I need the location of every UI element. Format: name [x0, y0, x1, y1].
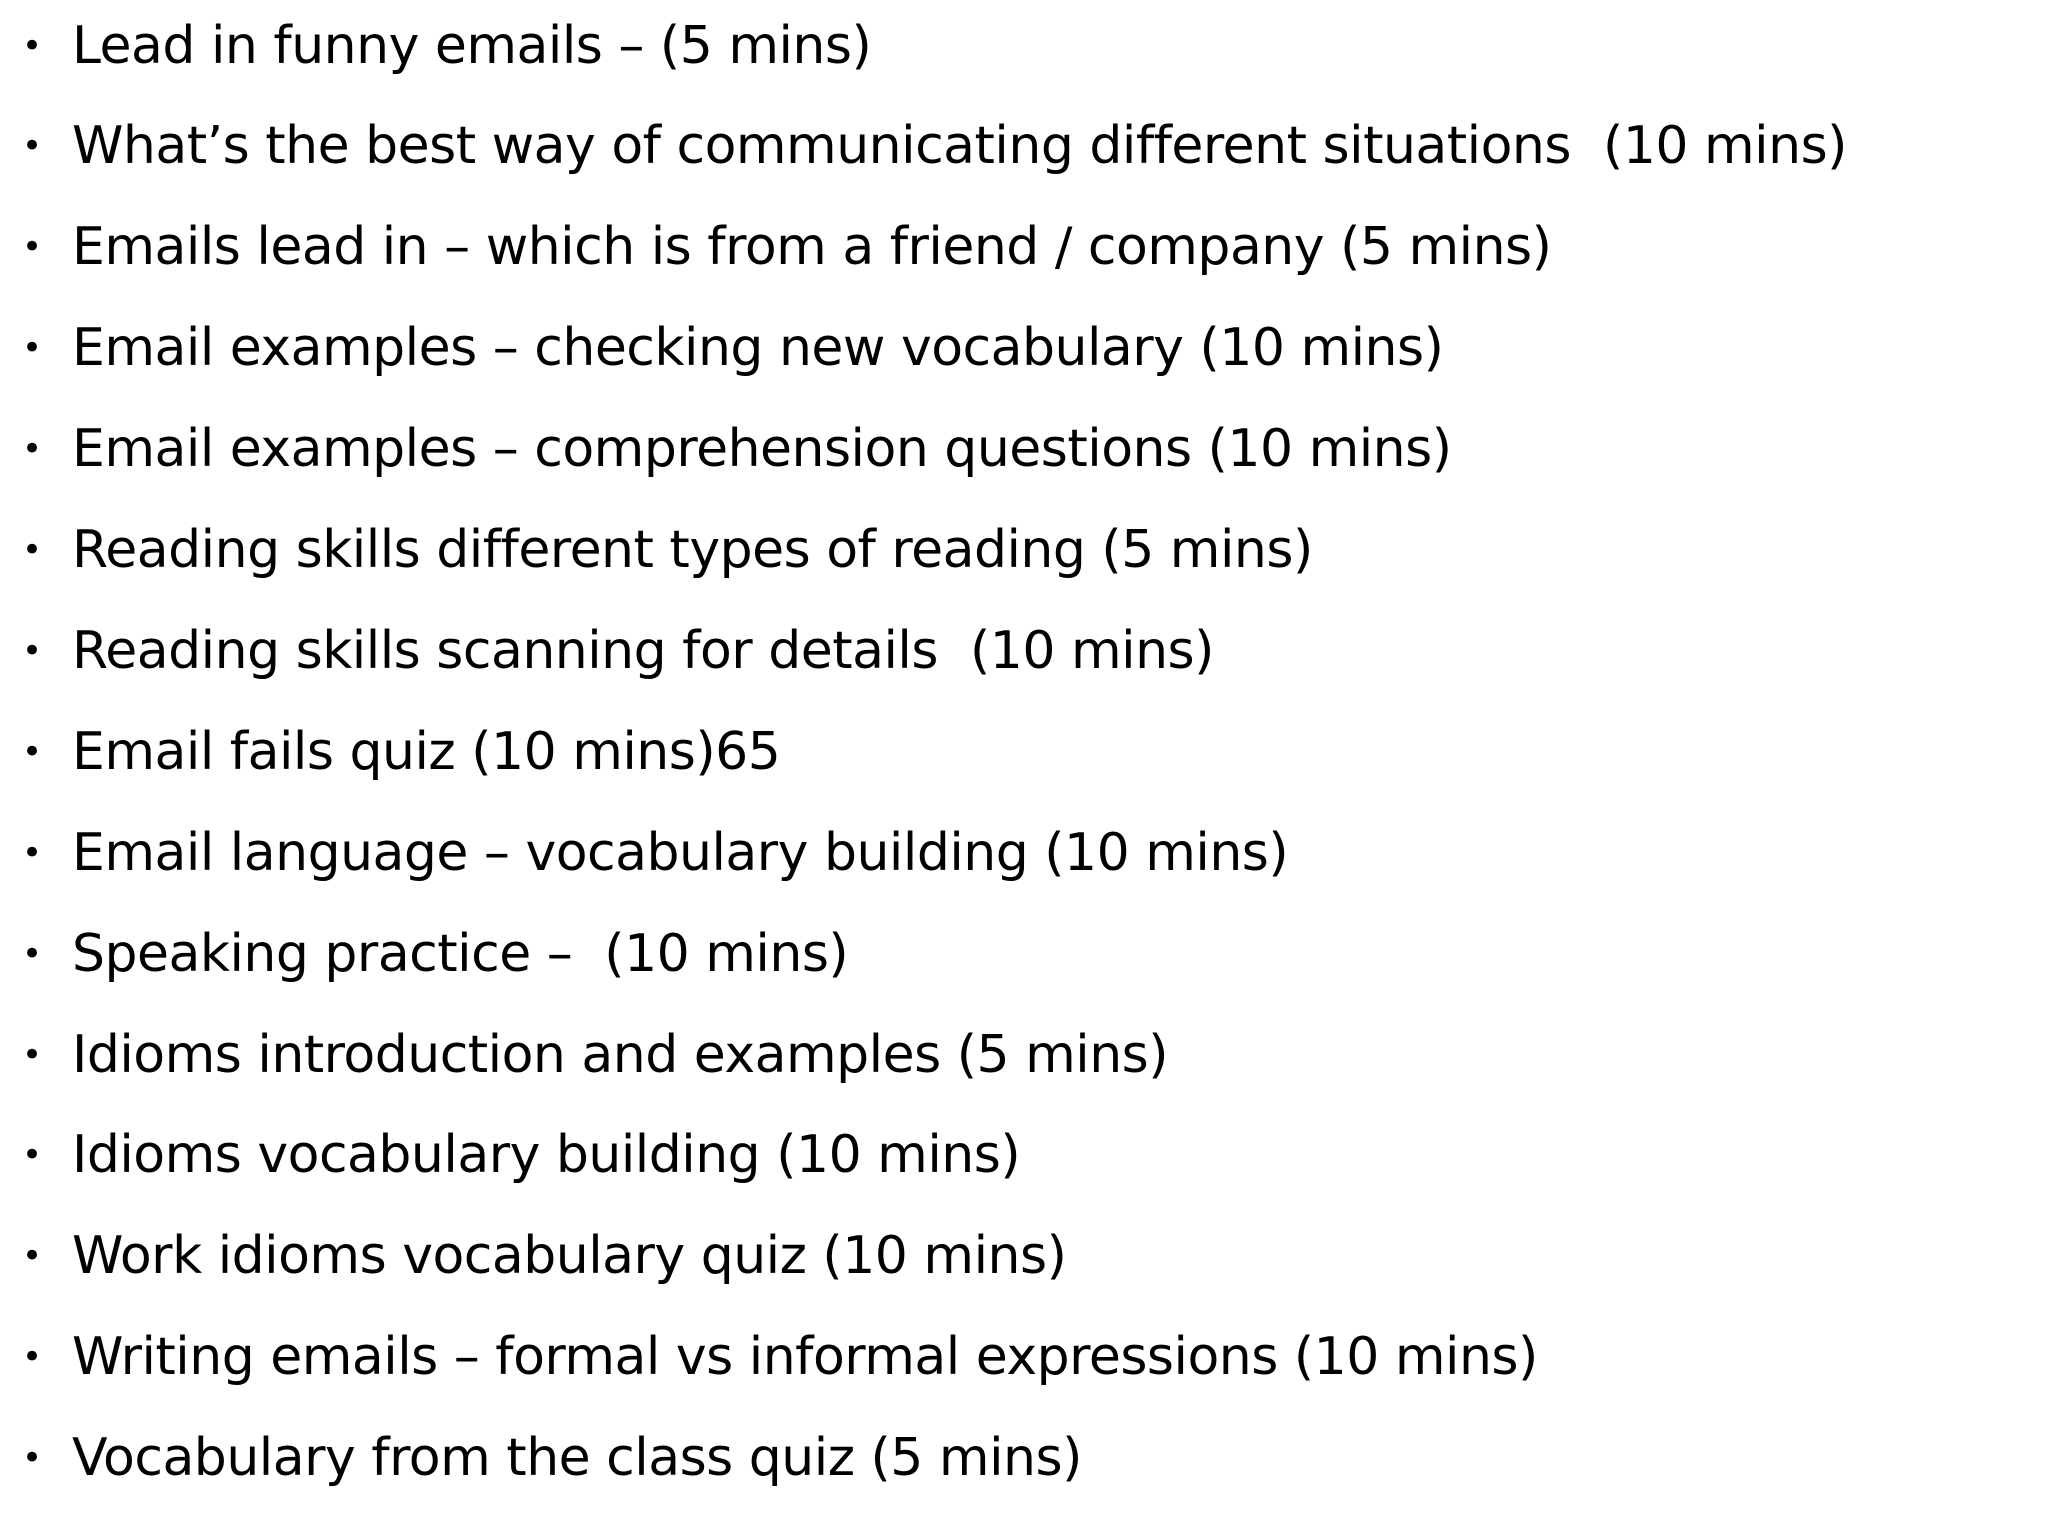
list-item-text: Work idioms vocabulary quiz (10 mins): [72, 1226, 1067, 1286]
list-item: [0, 0, 2048, 96]
bullet-icon: •: [22, 732, 43, 772]
bullet-icon: •: [22, 934, 43, 974]
bullet-icon: •: [22, 1035, 43, 1075]
list-item-text: Idioms vocabulary building (10 mins): [72, 1125, 1021, 1185]
list-item: [0, 601, 2048, 701]
bullet-icon: •: [22, 328, 43, 368]
bullet-icon: •: [22, 631, 43, 671]
list-item: [0, 1307, 2048, 1407]
list-item: [0, 702, 2048, 802]
list-item: [0, 298, 2048, 398]
list-item: [0, 399, 2048, 499]
list-item-text: Reading skills scanning for details (10 mins): [72, 621, 1214, 681]
list-item-text: Email language – vocabulary building (10 mins): [72, 823, 1289, 883]
list-item-text: What’s the best way of communicating different situations (10 mins): [72, 116, 1847, 176]
list-item-text: Vocabulary from the class quiz (5 mins): [72, 1428, 1082, 1488]
list-item: [0, 803, 2048, 903]
bullet-icon: •: [22, 833, 43, 873]
list-item-text: Lead in funny emails – (5 mins): [72, 16, 872, 76]
list-item: [0, 197, 2048, 297]
list-item-text: Emails lead in – which is from a friend / company (5 mins): [72, 217, 1552, 277]
list-item-text: Email examples – comprehension questions (10 mins): [72, 419, 1452, 479]
bullet-icon: •: [22, 26, 43, 66]
list-item: [0, 500, 2048, 600]
list-item: [0, 904, 2048, 1004]
bullet-icon: •: [22, 429, 43, 469]
list-item: [0, 1005, 2048, 1105]
bullet-icon: •: [22, 1438, 43, 1478]
bullet-icon: •: [22, 1135, 43, 1175]
bullet-icon: •: [22, 530, 43, 570]
list-item-text: Idioms introduction and examples (5 mins): [72, 1025, 1169, 1085]
list-item-text: Email fails quiz (10 mins)65: [72, 722, 781, 782]
list-item: [0, 1105, 2048, 1205]
bullet-icon: •: [22, 227, 43, 267]
list-item: [0, 1206, 2048, 1306]
list-item: [0, 1408, 2048, 1508]
list-item-text: Reading skills different types of reading (5 mins): [72, 520, 1313, 580]
list-item-text: Email examples – checking new vocabulary (10 mins): [72, 318, 1444, 378]
bullet-icon: •: [22, 1236, 43, 1276]
list-item: [0, 96, 2048, 196]
bullet-icon: •: [22, 126, 43, 166]
list-item-text: Writing emails – formal vs informal expressions (10 mins): [72, 1327, 1538, 1387]
bullet-icon: •: [22, 1337, 43, 1377]
list-item-text: Speaking practice – (10 mins): [72, 924, 849, 984]
